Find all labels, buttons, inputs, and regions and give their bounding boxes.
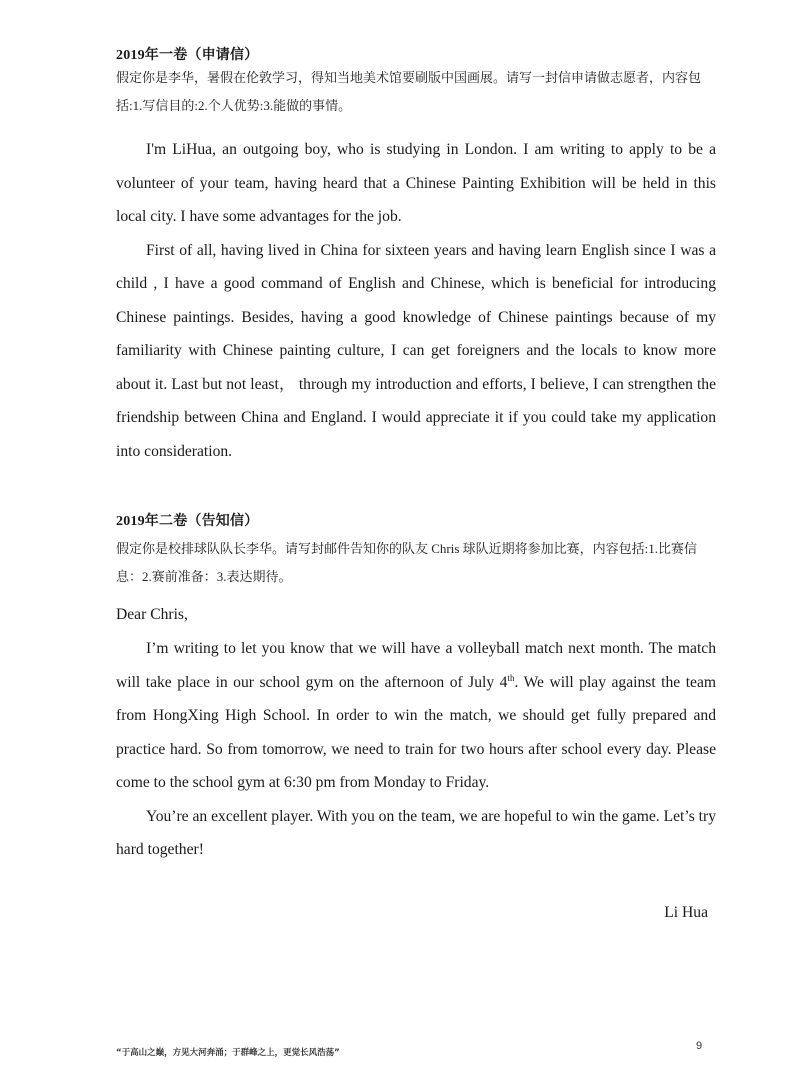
section2-paragraph-2: You’re an excellent player. With you on the team, we are hopeful to win the game. Let’s try hard together! — [116, 807, 716, 858]
section1-title: 2019年一卷（申请信） — [116, 48, 259, 63]
salutation: Dear Chris, — [116, 606, 188, 623]
section1-task: 假定你是李华，暑假在伦敦学习，得知当地美术馆要刷版中国画展。请写一封信申请做志愿者，内容包括:1.写信目的:2.个人优势:3.能做的事情。 — [116, 70, 702, 113]
paragraph1-text-a: I’m writing to let you know that we will have a volleyball match next month. The match will take place in our school gym on the afternoon of July 4 — [116, 640, 716, 691]
section2-task: 假定你是校排球队队长李华。请写封邮件告知你的队友 Chris 球队近期将参加比赛，内容包括:1.比赛信息：2.赛前准备：3.表达期待。 — [116, 541, 698, 584]
footer-quote: “于高山之巅，方见大河奔涌；于群峰之上，更觉长风浩荡” — [116, 1048, 340, 1058]
section1-paragraph-2: First of all, having lived in China for sixteen years and having learn English since I was a child , I have a good command of English and Chinese, which is beneficial for introducing Chinese paintings. Besides, having a good knowledge of Chinese paintings because of my familiarity with Chinese painting culture, I can get foreigners and the locals to know more about it. Last but not least， through my introduction and efforts, I believe, I can strengthen the friendship between China and England. I would appreciate it if you could take my application into consideration. — [116, 241, 716, 460]
signature: Li Hua — [664, 904, 708, 921]
section2-title: 2019年二卷（告知信） — [116, 514, 259, 529]
section1-letter — [116, 133, 716, 468]
page-number: 9 — [696, 1040, 703, 1052]
date-ordinal: th — [507, 672, 515, 683]
section2-letter — [116, 632, 716, 867]
section2-paragraph-1 — [116, 632, 716, 800]
paragraph1-text-b: . We will play against the team from HongXing High School. In order to win the match, we should get fully prepared and practice hard. So from tomorrow, we need to train for two hours after school every day. Please come to the school gym at 6:30 pm from Monday to Friday. — [116, 673, 717, 791]
section1-paragraph-1: I'm LiHua, an outgoing boy, who is studying in London. I am writing to apply to be a volunteer of your team, having heard that a Chinese Painting Exhibition will be held in this local city. I have some advantages for the job. — [116, 141, 716, 225]
